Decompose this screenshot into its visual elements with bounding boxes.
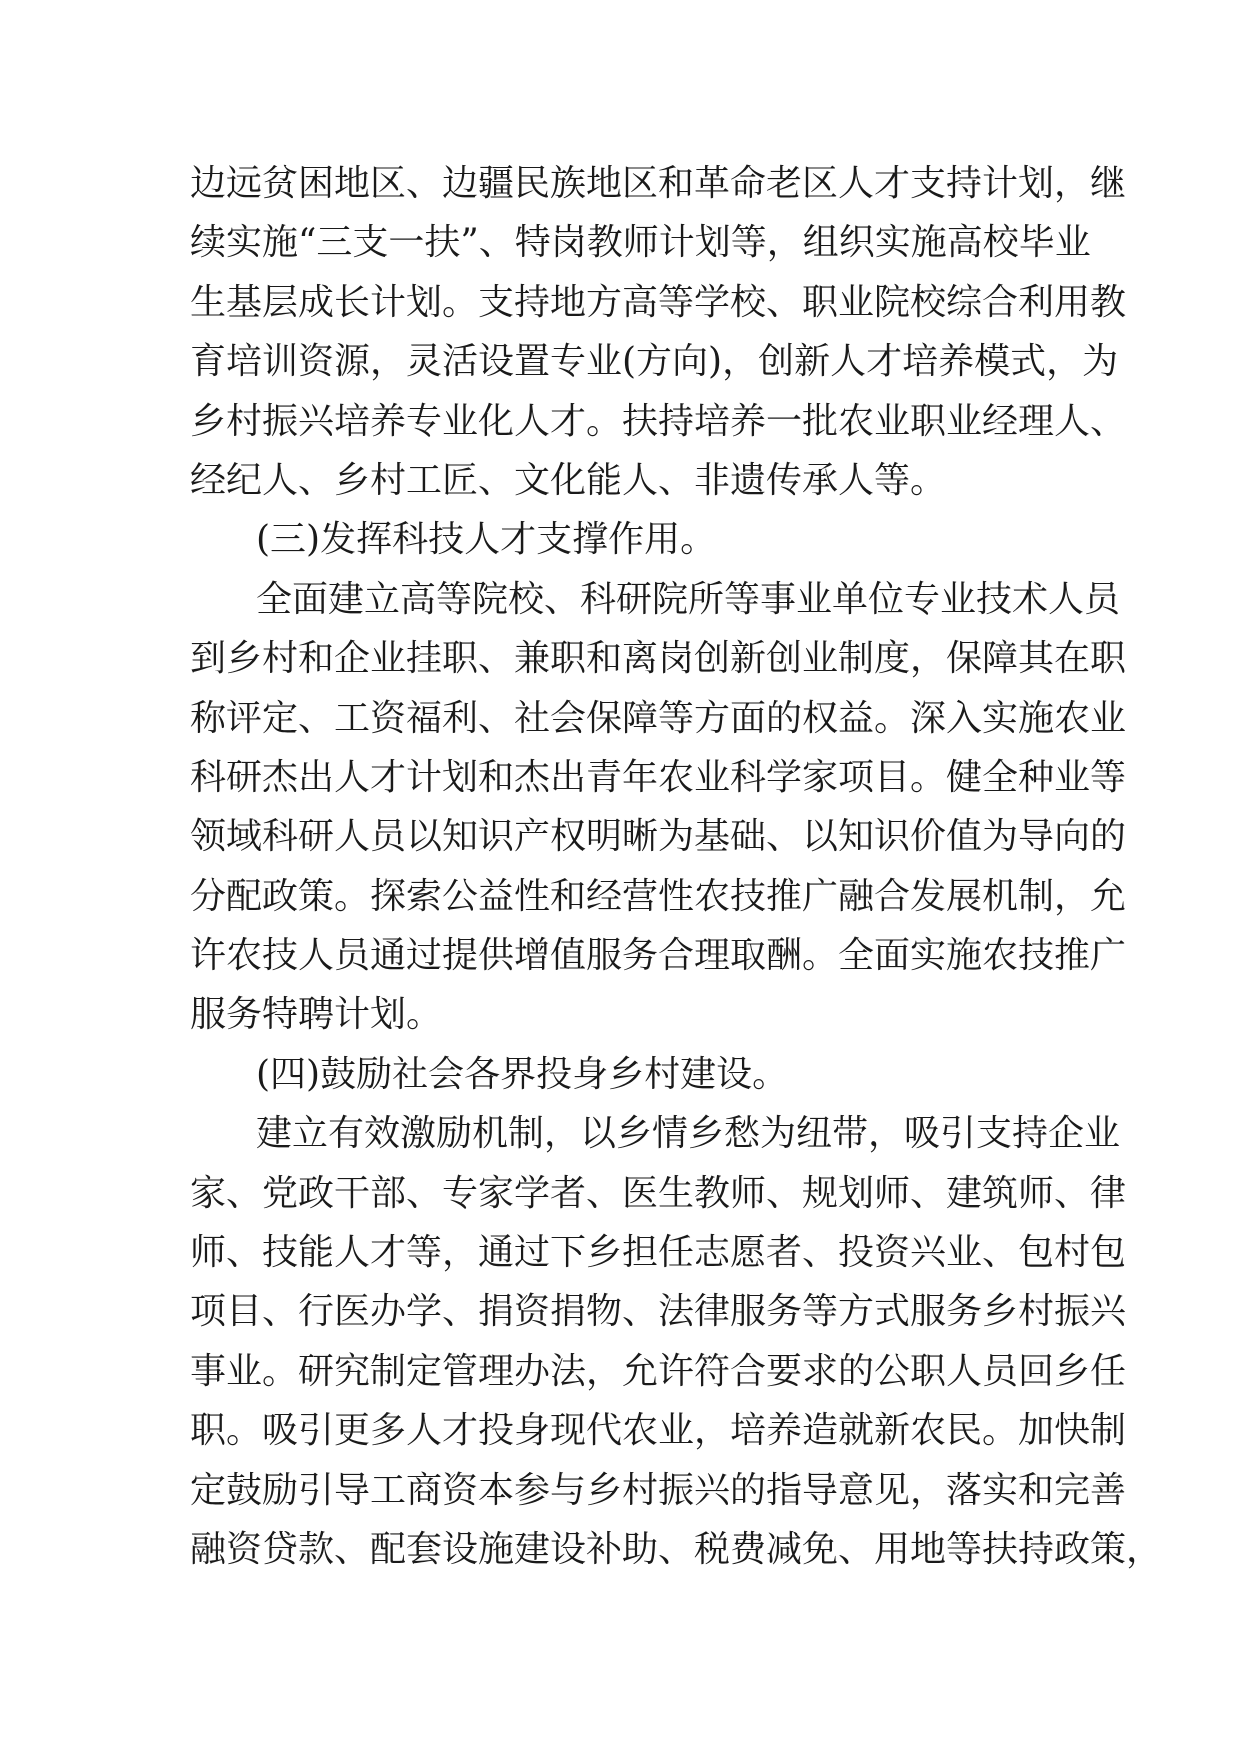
text-line: 家、党政干部、专家学者、医生教师、规划师、建筑师、律: [190, 1172, 1127, 1214]
text-line: 领域科研人员以知识产权明晰为基础、以知识价值为导向的: [190, 816, 1127, 858]
section-heading: (四)鼓励社会各界投身乡村建设。: [256, 1053, 789, 1095]
text-line: 乡村振兴培养专业化人才。扶持培养一批农业职业经理人、: [190, 400, 1127, 442]
text-line: 续实施“三支一扶”、特岗教师计划等，组织实施高校毕业: [190, 222, 1091, 264]
text-line: 经纪人、乡村工匠、文化能人、非遗传承人等。: [190, 459, 947, 501]
text-line: 项目、行医办学、捐资捐物、法律服务等方式服务乡村振兴: [190, 1291, 1127, 1333]
text-line: 到乡村和企业挂职、兼职和离岗创新创业制度，保障其在职: [190, 638, 1127, 680]
text-line: 师、技能人才等，通过下乡担任志愿者、投资兴业、包村包: [190, 1232, 1127, 1274]
text-line: 全面建立高等院校、科研院所等事业单位专业技术人员: [256, 578, 1121, 620]
text-line: 生基层成长计划。支持地方高等学校、职业院校综合利用教: [190, 281, 1127, 323]
text-line: 定鼓励引导工商资本参与乡村振兴的指导意见，落实和完善: [190, 1469, 1127, 1511]
text-line: 职。吸引更多人才投身现代农业，培养造就新农民。加快制: [190, 1410, 1127, 1452]
text-line: 分配政策。探索公益性和经营性农技推广融合发展机制，允: [190, 875, 1127, 917]
text-line: 事业。研究制定管理办法，允许符合要求的公职人员回乡任: [190, 1350, 1127, 1392]
section-heading: (三)发挥科技人才支撑作用。: [256, 519, 717, 561]
text-line: 育培训资源，灵活设置专业(方向)，创新人才培养模式，为: [190, 341, 1119, 383]
document-body: [190, 154, 1163, 1579]
text-line: 边远贫困地区、边疆民族地区和革命老区人才支持计划，继: [190, 163, 1127, 204]
text-line: 服务特聘计划。: [190, 994, 443, 1036]
text-line: 许农技人员通过提供增值服务合理取酬。全面实施农技推广: [190, 935, 1127, 977]
text-line: 融资贷款、配套设施建设补助、税费减免、用地等扶持政策，: [190, 1528, 1163, 1570]
text-line: 科研杰出人才计划和杰出青年农业科学家项目。健全种业等: [190, 756, 1127, 798]
text-line: 建立有效激励机制，以乡情乡愁为纽带，吸引支持企业: [256, 1113, 1121, 1155]
text-line: 称评定、工资福利、社会保障等方面的权益。深入实施农业: [190, 697, 1127, 739]
